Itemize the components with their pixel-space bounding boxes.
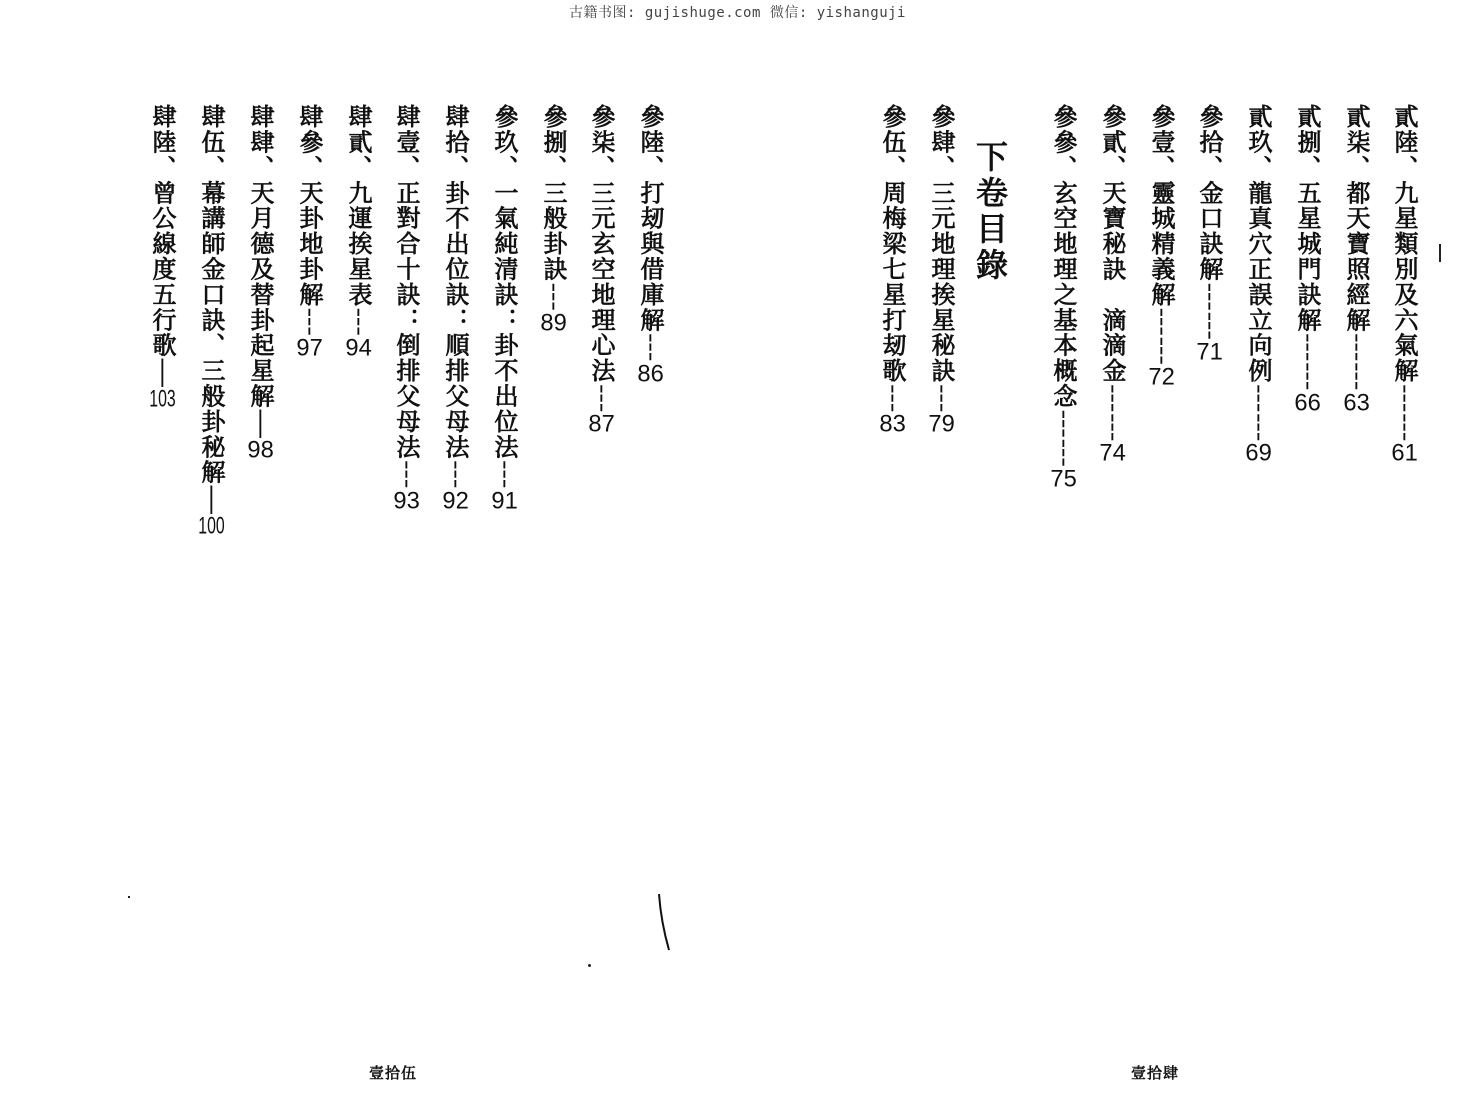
toc-entry	[142, 104, 182, 411]
entry-title: 參拾、金口訣解	[1195, 104, 1224, 282]
toc-entry	[921, 104, 961, 436]
leader: ┆	[636, 332, 665, 362]
toc-entry	[581, 104, 621, 436]
leader: ┆	[539, 281, 568, 311]
leader: ┆	[878, 383, 907, 413]
folio-right: 壹拾肆	[1131, 1064, 1180, 1082]
toc-entry	[386, 104, 426, 513]
entry-title: 參玖、一氣純清訣：卦不出位法	[490, 104, 519, 460]
entry-title: 肆參、天卦地卦解	[295, 104, 324, 308]
scan-mark	[1439, 244, 1441, 262]
page-number: 71	[1196, 339, 1223, 364]
entry-title: 參陸、打刼與借庫解	[636, 104, 665, 333]
folio-left: 壹拾伍	[369, 1064, 418, 1082]
toc-entry	[289, 104, 329, 360]
page-number: 98	[247, 437, 274, 462]
toc-entry	[1287, 104, 1327, 415]
entry-title: 貳玖、龍真穴正誤立向例	[1244, 104, 1273, 384]
section-heading: 下卷目錄	[971, 140, 1009, 284]
entry-title: 參壹、靈城精義解	[1147, 104, 1176, 308]
page-number: 100	[198, 514, 225, 538]
leader: ┆	[392, 459, 421, 489]
scan-dot	[128, 896, 130, 898]
entry-title: 參肆、三元地理挨星秘訣	[927, 104, 956, 384]
entry-title: 參伍、周梅梁七星打刼歌	[878, 104, 907, 384]
leader: ┆┆	[1098, 383, 1127, 442]
scan-stroke	[655, 892, 675, 954]
leader: ┆	[344, 307, 373, 337]
leader: ┆	[490, 459, 519, 489]
toc-entry	[872, 104, 912, 436]
page-number: 91	[491, 488, 518, 513]
page-number: 74	[1099, 441, 1126, 466]
leader: ┆	[927, 383, 956, 413]
page-number: 93	[393, 488, 420, 513]
leader: │	[246, 408, 275, 438]
page-number: 97	[296, 336, 323, 361]
entry-title: 參參、玄空地理之基本概念	[1049, 104, 1078, 409]
entry-title: 肆拾、卦不出位訣：順排父母法	[441, 104, 470, 460]
entry-title: 貳陸、九星類別及六氣解	[1390, 104, 1419, 384]
entry-title: 貳捌、五星城門訣解	[1293, 104, 1322, 333]
entry-title: 肆貳、九運挨星表	[344, 104, 373, 308]
toc-entry	[191, 104, 231, 538]
page-number: 94	[345, 336, 372, 361]
entry-title: 肆壹、正對合十訣：倒排父母法	[392, 104, 421, 460]
page-number: 83	[879, 412, 906, 437]
leader: ┆┆	[1195, 281, 1224, 340]
page-number: 89	[540, 310, 567, 335]
toc-entry	[1141, 104, 1181, 389]
page-number: 92	[442, 488, 469, 513]
page-number: 75	[1050, 466, 1077, 491]
page-number: 103	[149, 387, 176, 411]
leader: ┆┆	[1390, 383, 1419, 442]
leader: ┆┆	[1342, 332, 1371, 391]
page-number: 72	[1148, 365, 1175, 390]
entry-title: 參捌、三般卦訣	[539, 104, 568, 282]
toc-entry	[1092, 104, 1132, 465]
toc-entry	[484, 104, 524, 513]
leader: ┆┆	[1049, 408, 1078, 467]
toc-entry	[630, 104, 670, 386]
leader: │	[148, 358, 177, 387]
leader: ┆	[295, 307, 324, 337]
entry-title: 肆陸、曾公線度五行歌	[148, 104, 177, 358]
toc-entry	[1384, 104, 1424, 465]
page-number: 61	[1391, 441, 1418, 466]
toc-entry	[1238, 104, 1278, 465]
toc-entry	[533, 104, 573, 335]
watermark: 古籍书图: gujishuge.com 微信: yishanguji	[568, 5, 906, 21]
entry-title: 肆伍、幕講師金口訣、三般卦秘解	[197, 104, 226, 485]
entry-title: 參柒、三元玄空地理心法	[587, 104, 616, 384]
page-number: 66	[1294, 390, 1321, 415]
page-number: 69	[1245, 441, 1272, 466]
leader: │	[197, 485, 226, 514]
toc-entry	[338, 104, 378, 360]
toc-entry	[240, 104, 280, 462]
leader: ┆┆	[1147, 307, 1176, 366]
toc-entry	[435, 104, 475, 513]
entry-title: 貳柒、都天寶照經解	[1342, 104, 1371, 333]
leader: ┆	[441, 459, 470, 489]
page-number: 63	[1343, 390, 1370, 415]
toc-entry	[1336, 104, 1376, 415]
page-number: 86	[637, 361, 664, 386]
entry-title: 參貳、天寶秘訣 滴滴金	[1098, 104, 1127, 384]
entry-title: 肆肆、天月德及替卦起星解	[246, 104, 275, 409]
leader: ┆	[587, 383, 616, 413]
leader: ┆┆	[1244, 383, 1273, 442]
scan-dot	[588, 964, 591, 967]
page-number: 79	[928, 412, 955, 437]
toc-entry	[1189, 104, 1229, 364]
leader: ┆┆	[1293, 332, 1322, 391]
toc-entry	[1043, 104, 1083, 491]
page-number: 87	[588, 412, 615, 437]
